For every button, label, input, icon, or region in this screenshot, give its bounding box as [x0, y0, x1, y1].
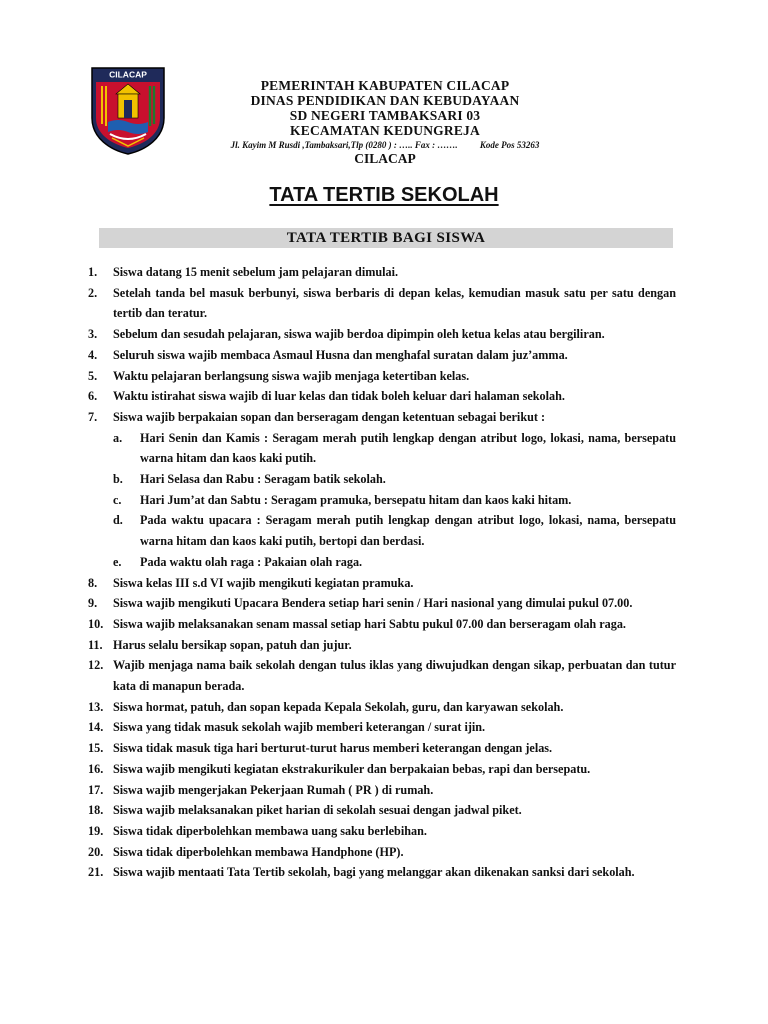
- section-heading: TATA TERTIB BAGI SISWA: [99, 228, 673, 248]
- rule-text: Siswa tidak diperbolehkan membawa uang saku berlebihan.: [113, 823, 427, 838]
- rule-subitem: [113, 490, 676, 511]
- rule-subitem: [113, 428, 676, 469]
- rule-item: [88, 573, 676, 594]
- rule-subitem: [113, 469, 676, 490]
- rule-subitem: [113, 510, 676, 551]
- rule-number: 16.: [88, 761, 104, 776]
- rule-number: 15.: [88, 741, 104, 756]
- rule-item: [88, 738, 676, 759]
- rule-item: [88, 717, 676, 738]
- letterhead-line-department: DINAS PENDIDIKAN DAN KEBUDAYAAN: [250, 93, 520, 108]
- rule-number: 21.: [88, 865, 104, 880]
- rule-item: [88, 635, 676, 656]
- rule-text: Waktu istirahat siswa wajib di luar kelas dan tidak boleh keluar dari halaman sekolah.: [113, 389, 565, 404]
- subitem-text: Pada waktu upacara : Seragam merah putih lengkap dengan atribut logo, lokasi, nama, bersepatu warna hitam dan kaos kaki putih, bertopi dan berdasi.: [140, 513, 676, 549]
- subitem-text: Hari Jum’at dan Sabtu : Seragam pramuka, bersepatu hitam dan kaos kaki hitam.: [140, 492, 572, 507]
- rule-number: 20.: [88, 844, 104, 859]
- rule-number: 14.: [88, 720, 104, 735]
- rule-subitem: [113, 552, 676, 573]
- document-title: [0, 184, 768, 207]
- rule-item: [88, 614, 676, 635]
- rule-number: 19.: [88, 823, 104, 838]
- letterhead-line-district: KECAMATAN KEDUNGREJA: [290, 123, 480, 138]
- rule-number: 13.: [88, 699, 104, 714]
- rule-text: Waktu pelajaran berlangsung siswa wajib menjaga ketertiban kelas.: [113, 368, 470, 383]
- rule-number: 6.: [88, 389, 98, 404]
- rule-text: Siswa datang 15 menit sebelum jam pelajaran dimulai.: [113, 265, 399, 279]
- rule-text: Siswa hormat, patuh, dan sopan kepada Kepala Sekolah, guru, dan karyawan sekolah.: [113, 699, 564, 714]
- rule-text: Siswa wajib mengikuti Upacara Bendera setiap hari senin / Hari nasional yang dimulai pukul 07.00.: [113, 596, 633, 611]
- rule-item: [88, 262, 676, 283]
- rule-item: [88, 821, 676, 842]
- rule-text: Wajib menjaga nama baik sekolah dengan tulus iklas yang diwujudkan dengan sikap, perbuatan dan tutur kata di manapun berada.: [113, 658, 676, 694]
- rule-item: [88, 842, 676, 863]
- rule-item: [88, 283, 676, 324]
- rule-number: 2.: [88, 285, 98, 300]
- rule-text: Siswa kelas III s.d VI wajib mengikuti kegiatan pramuka.: [113, 575, 414, 590]
- rule-item: [88, 862, 676, 883]
- rule-sublist: [113, 428, 676, 573]
- rule-number: 7.: [88, 409, 98, 424]
- rule-text: Siswa wajib mengikuti kegiatan ekstrakurikuler dan berpakaian bebas, rapi dan bersepatu.: [113, 761, 591, 776]
- rule-number: 3.: [88, 327, 98, 342]
- subitem-letter: b.: [113, 472, 123, 487]
- rule-number: 10.: [88, 616, 104, 631]
- subitem-text: Hari Selasa dan Rabu : Seragam batik sekolah.: [140, 472, 386, 487]
- letterhead-line-government: PEMERINTAH KABUPATEN CILACAP: [260, 78, 510, 93]
- rule-text: Siswa yang tidak masuk sekolah wajib memberi keterangan / surat ijin.: [113, 720, 486, 735]
- subitem-text: Pada waktu olah raga : Pakaian olah raga.: [140, 554, 363, 569]
- rule-item: [88, 655, 676, 696]
- rule-number: 12.: [88, 658, 104, 673]
- rule-number: 5.: [88, 368, 98, 383]
- rule-number: 18.: [88, 803, 104, 818]
- letterhead-city: CILACAP: [354, 151, 416, 166]
- rule-text: Sebelum dan sesudah pelajaran, siswa wajib berdoa dipimpin oleh ketua kelas atau bergiliran.: [113, 327, 605, 342]
- subitem-letter: a.: [113, 430, 123, 445]
- rule-item: [88, 697, 676, 718]
- rule-item: [88, 366, 676, 387]
- rule-item: [88, 593, 676, 614]
- rule-text: Siswa wajib melaksanakan piket harian di sekolah sesuai dengan jadwal piket.: [113, 803, 522, 818]
- letterhead-line-school: SD NEGERI TAMBAKSARI 03: [289, 108, 481, 123]
- rule-item: [88, 345, 676, 366]
- letterhead-address-line: [180, 139, 590, 151]
- rule-text: Siswa tidak masuk tiga hari berturut-turut harus memberi keterangan dengan jelas.: [113, 741, 553, 756]
- letterhead-postal-code: Kode Pos 53263: [479, 140, 540, 150]
- rule-number: 9.: [88, 596, 98, 611]
- subitem-text: Hari Senin dan Kamis : Seragam merah putih lengkap dengan atribut logo, lokasi, nama, bersepatu warna hitam dan kaos kaki putih.: [140, 430, 676, 466]
- rule-item: [88, 386, 676, 407]
- rule-text: Siswa tidak diperbolehkan membawa Handphone (HP).: [113, 844, 404, 859]
- rule-item: [88, 324, 676, 345]
- rule-number: 17.: [88, 782, 104, 797]
- cilacap-emblem-logo: [88, 64, 168, 156]
- rule-text: Siswa wajib melaksanakan senam massal setiap hari Sabtu pukul 07.00 dan berseragam olah raga.: [113, 616, 626, 631]
- document-title-text: TATA TERTIB SEKOLAH: [269, 184, 499, 206]
- rules-list: [88, 262, 676, 883]
- subitem-letter: c.: [113, 492, 122, 507]
- rule-text: Harus selalu bersikap sopan, patuh dan jujur.: [113, 637, 352, 652]
- rule-item: [88, 780, 676, 801]
- letterhead: [180, 78, 590, 167]
- rule-text: Siswa wajib mengerjakan Pekerjaan Rumah ( PR ) di rumah.: [113, 782, 434, 797]
- rule-text: Seluruh siswa wajib membaca Asmaul Husna dan menghafal suratan dalam juz’amma.: [113, 347, 568, 362]
- rule-number: 8.: [88, 575, 98, 590]
- logo-text: CILACAP: [109, 69, 147, 80]
- subitem-letter: d.: [113, 513, 123, 528]
- rule-text: Setelah tanda bel masuk berbunyi, siswa berbaris di depan kelas, kemudian masuk satu per satu dengan tertib dan teratur.: [113, 285, 676, 321]
- rule-item: [88, 407, 676, 573]
- rule-text: Siswa wajib mentaati Tata Tertib sekolah, bagi yang melanggar akan dikenakan sanksi dari sekolah.: [113, 865, 635, 880]
- rule-item: [88, 800, 676, 821]
- rule-number: 11.: [88, 637, 103, 652]
- rule-text: Siswa wajib berpakaian sopan dan berseragam dengan ketentuan sebagai berikut :: [113, 409, 546, 424]
- rule-number: 1.: [88, 265, 98, 279]
- rule-number: 4.: [88, 347, 98, 362]
- letterhead-address: Jl. Kayim M Rusdi ,Tambaksari,Tlp (0280 ) : ….. Fax : …….: [230, 140, 458, 150]
- subitem-letter: e.: [113, 554, 122, 569]
- rule-item: [88, 759, 676, 780]
